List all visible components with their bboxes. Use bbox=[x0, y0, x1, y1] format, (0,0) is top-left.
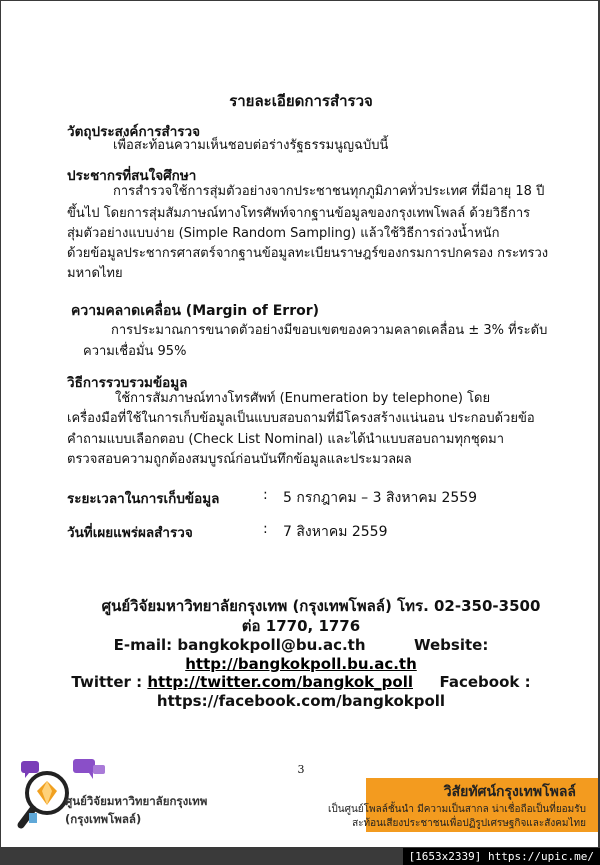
contact-line-2: ต่อ 1770, 1776 bbox=[241, 617, 361, 635]
margin-line: ความเชื่อมั่น 95% bbox=[83, 344, 187, 359]
population-heading: ประชากรที่สนใจศึกษา bbox=[67, 168, 197, 184]
contact-line-1: ศูนย์วิจัยมหาวิทยาลัยกรุงเทพ (กรุงเทพโพลล์) โทร. 02-350-3500 bbox=[101, 597, 541, 615]
population-line: มหาดไทย bbox=[67, 266, 123, 281]
twitter-link[interactable]: http://twitter.com/bangkok_poll bbox=[147, 673, 413, 691]
contact-website-label: Website: bbox=[413, 636, 489, 654]
website-link[interactable]: http://bangkokpoll.bu.ac.th bbox=[185, 655, 417, 673]
collection-period-label: ระยะเวลาในการเก็บข้อมูล bbox=[67, 491, 220, 507]
twitter-label: Twitter : bbox=[71, 673, 143, 691]
margin-heading: ความคลาดเคลื่อน (Margin of Error) bbox=[71, 303, 320, 319]
page-title: รายละเอียดการสำรวจ bbox=[229, 92, 373, 110]
contact-website-row bbox=[1, 654, 598, 674]
document-page bbox=[1, 1, 598, 847]
page-number: 3 bbox=[297, 763, 305, 776]
collection-line: ใช้การสัมภาษณ์ทางโทรศัพท์ (Enumeration by telephone) โดย bbox=[115, 391, 491, 406]
collection-period-colon: : bbox=[263, 487, 268, 503]
footer-vision-title: วิสัยทัศน์กรุงเทพโพลล์ bbox=[443, 784, 576, 800]
population-line: ด้วยข้อมูลประชากรศาสตร์จากฐานข้อมูลทะเบียนราษฎร์ของกรมการปกครอง กระทรวง bbox=[67, 246, 549, 261]
footer-vision-line-2: สะท้อนเสียงประชาชนเพื่อปฏิรูปเศรษฐกิจและสังคมไทย bbox=[352, 818, 586, 829]
footer-org-subname: (กรุงเทพโพลล์) bbox=[65, 812, 142, 826]
facebook-url: https://facebook.com/bangkokpoll bbox=[156, 692, 446, 710]
footer-vision-line-1: เป็นศูนย์โพลล์ชั้นนำ มีความเป็นสากล น่าเชื่อถือเป็นที่ยอมรับ bbox=[328, 804, 586, 815]
population-line: สุ่มตัวอย่างแบบง่าย (Simple Random Sampling) แล้วใช้วิธีการถ่วงน้ำหนัก bbox=[67, 226, 500, 241]
contact-twitter-row bbox=[1, 672, 598, 692]
contact-email-row bbox=[1, 635, 598, 655]
collection-heading: วิธีการรวบรวมข้อมูล bbox=[67, 375, 188, 391]
collection-line: คำถามแบบเลือกตอบ (Check List Nominal) และได้นำแบบสอบถามทุกชุดมา bbox=[67, 432, 505, 447]
margin-line: การประมาณการขนาดตัวอย่างมีขอบเขตของความคลาดเคลื่อน ± 3% ที่ระดับ bbox=[111, 323, 548, 338]
collection-period-value: 5 กรกฎาคม – 3 สิงหาคม 2559 bbox=[283, 490, 478, 506]
objective-heading: วัตถุประสงค์การสำรวจ bbox=[67, 124, 201, 140]
publish-date-label: วันที่เผยแพร่ผลสำรวจ bbox=[67, 525, 193, 541]
population-line: ขึ้นไป โดยการสุ่มสัมภาษณ์ทางโทรศัพท์จากฐานข้อมูลของกรุงเทพโพลล์ ด้วยวิธีการ bbox=[67, 206, 531, 221]
facebook-label: Facebook : bbox=[439, 673, 531, 691]
upload-watermark: [1653x2339] https://upic.me/ bbox=[403, 848, 600, 865]
footer-org-name: ศูนย์วิจัยมหาวิทยาลัยกรุงเทพ bbox=[65, 794, 208, 808]
publish-date-colon: : bbox=[263, 521, 268, 537]
contact-email: E-mail: bangkokpoll@bu.ac.th bbox=[113, 636, 366, 654]
publish-date-value: 7 สิงหาคม 2559 bbox=[283, 524, 388, 540]
population-line: การสำรวจใช้การสุ่มตัวอย่างจากประชาชนทุกภูมิภาคทั่วประเทศ ที่มีอายุ 18 ปี bbox=[113, 184, 545, 199]
objective-text: เพื่อสะท้อนความเห็นชอบต่อร่างรัฐธรรมนูญฉบับนี้ bbox=[113, 138, 389, 153]
collection-line: เครื่องมือที่ใช้ในการเก็บข้อมูลเป็นแบบสอบถามที่มีโครงสร้างแน่นอน ประกอบด้วยข้อ bbox=[67, 411, 535, 426]
contact-facebook-row bbox=[1, 691, 598, 711]
collection-line: ตรวจสอบความถูกต้องสมบูรณ์ก่อนบันทึกข้อมูลและประมวลผล bbox=[67, 452, 412, 467]
